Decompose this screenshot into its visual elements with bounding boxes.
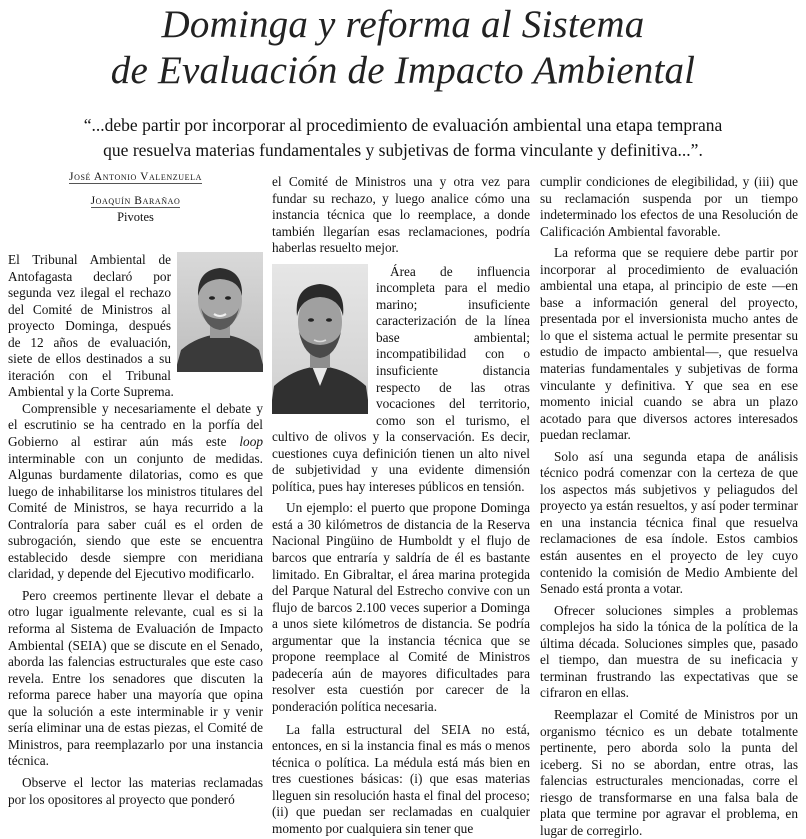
paragraph-5: el Comité de Ministros una y otra vez para fundar su rechazo, y luego analice cómo una instancia técnica que lo reemplace, a donde también llegarían esas reclamaciones, podría haberlas resuelto mejor. xyxy=(272,174,530,256)
byline xyxy=(8,170,263,224)
paragraph-11: Solo así una segunda etapa de análisis técnico podrá comenzar con la certeza de que los aspectos más subjetivos y peliagudos del proyecto ya están resueltos, y así poder terminar en una instancia técnica final que resuelva reclamaciones de esa índole. Estos cambios están ausentes en el proyecto de ley cuyo contenido la comisión de Medio Ambiente del Senado está pronta a votar. xyxy=(540,448,798,597)
author-photo-2 xyxy=(272,264,368,414)
author-photo-1 xyxy=(177,252,263,372)
column-1 xyxy=(8,252,263,808)
paragraph-10: La reforma que se requiere debe partir por incorporar al procedimiento de evaluación ambiental una etapa, al principio de este —en base a información general del proyecto, presentada por el inversionista mucho antes de lo que el sistema actual le permite presentar su estudio de impacto ambiental—, que resuelva materias fundamentales y subjetivas de forma vinculante y definitiva. Y que sea en ese momento inicial cuando se abra un plazo acotado para que diversos actores interesados puedan reclamar. xyxy=(540,245,798,443)
paragraph-6: Área de influencia incompleta para el medio marino; insuficiente caracterización de la línea base ambiental; incompatibilidad con o insuficiente distancia respecto de las otras vocaciones del territorio, como son el turismo, el cultivo de olivos y la conservación. Es decir, cuestiones cuya definición tienen un alto nivel de subjetividad y una evidente dimensión política, pues hay intereses públicos en tensión. xyxy=(272,263,530,494)
title-line-1: Dominga y reforma al Sistema xyxy=(161,3,645,46)
pull-quote xyxy=(20,113,786,163)
paragraph-9: cumplir condiciones de elegibilidad, y (iii) que su reclamación suspenda por un tiempo indeterminado los efectos de una Resolución de Calificación Ambiental favorable. xyxy=(540,174,798,239)
paragraph-13: Reemplazar el Comité de Ministros por un organismo técnico es un debate totalmente pertinente, pero aborda solo la punta del iceberg. Si no se abordan, entre otras, las falencias estructurales mencionadas, corre el riesgo de transformarse en una falsa bala de plata que termine por agravar el problema, en lugar de corregirlo. xyxy=(540,706,798,838)
paragraph-4: Observe el lector las materias reclamadas por los opositores al proyecto que ponderó xyxy=(8,774,263,807)
paragraph-12: Ofrecer soluciones simples a problemas complejos ha sido la tónica de la política de la última década. Soluciones simples que, pasado el tiempo, dan muestra de su ineficacia y terminan frustrando las expectativas que se cifraron en ellas. xyxy=(540,602,798,701)
portrait-photo-icon xyxy=(272,264,368,414)
title-line-2: de Evaluación de Impacto Ambiental xyxy=(110,49,696,92)
paragraph-8: La falla estructural del SEIA no está, entonces, en si la instancia final es más o menos técnica o política. La médula está más bien en tres cuestiones básicas: (i) que esas materias lleguen sin resolución hasta el final del proceso; (ii) que puedan ser reclamadas en cualquier momento por cualquiera sin tener que xyxy=(272,721,530,836)
author-1: José Antonio Valenzuela xyxy=(69,171,202,183)
portrait-photo-icon xyxy=(177,252,263,372)
paragraph-1: El Tribunal Ambiental de Antofagasta declaró por segunda vez ilegal el rechazo del Comité de Ministros al proyecto Dominga, después de 12 años de evaluación, siete de ellos destinados a su iteración con el Tribunal Ambiental y la Corte Suprema. xyxy=(8,252,174,400)
paragraph-2: Comprensible y necesariamente el debate y el escrutinio se ha centrado en la porfía del Gobierno al estirar aún más este loop interminable con un conjunto de medidas. Algunas burdamente dilatorias, como es que luego de inhabilitarse los ministros titulares del Comité de Ministros, se haya recurrido a la Contraloría para saber cuál es el orden de subrogación, siendo que este se encuentra establecido desde siempre con meridiana claridad, y depende del Ejecutivo modificarlo. xyxy=(8,400,263,582)
quote-line-2: que resuelva materias fundamentales y subjetivas de forma vinculante y definitiva...”. xyxy=(103,140,703,160)
column-3 xyxy=(540,174,798,839)
column-2 xyxy=(272,174,530,837)
quote-line-1: “...debe partir por incorporar al procedimiento de evaluación ambiental una etapa temprana xyxy=(83,115,723,135)
paragraph-3: Pero creemos pertinente llevar el debate a otro lugar igualmente relevante, cual es si la reforma al Sistema de Evaluación de Impacto Ambiental (SEIA) que se discute en el Senado, aborda las falencias estructurales que este caso revela. Entre los senadores que discuten la reforma parece haber una mayoría que opina que la solución a este interminable ir y venir sería eliminar una de estas piezas, el Comité de Ministros, para reemplazarlo por una instancia técnica. xyxy=(8,587,263,769)
author-2: Joaquín Barañao xyxy=(90,195,181,207)
author-role: Pivotes xyxy=(117,210,154,224)
paragraph-7: Un ejemplo: el puerto que propone Dominga está a 30 kilómetros de distancia de la Reserva Nacional Pingüino de Humboldt y el flujo de barcos que entraría y saldría de él es bastante limitado. En Gibraltar, el área marina protegida del Parque Natural del Estrecho convive con un flujo de barcos 2.100 veces superior a Dominga a unos siete kilómetros de distancia. Se podría argumentar que la instancia técnica que se propone reemplace al Comité de Ministros padecería aún de mayores dificultades para resolver esta cuestión por carecer de la ponderación política necesaria. xyxy=(272,500,530,714)
article-title xyxy=(0,2,806,94)
